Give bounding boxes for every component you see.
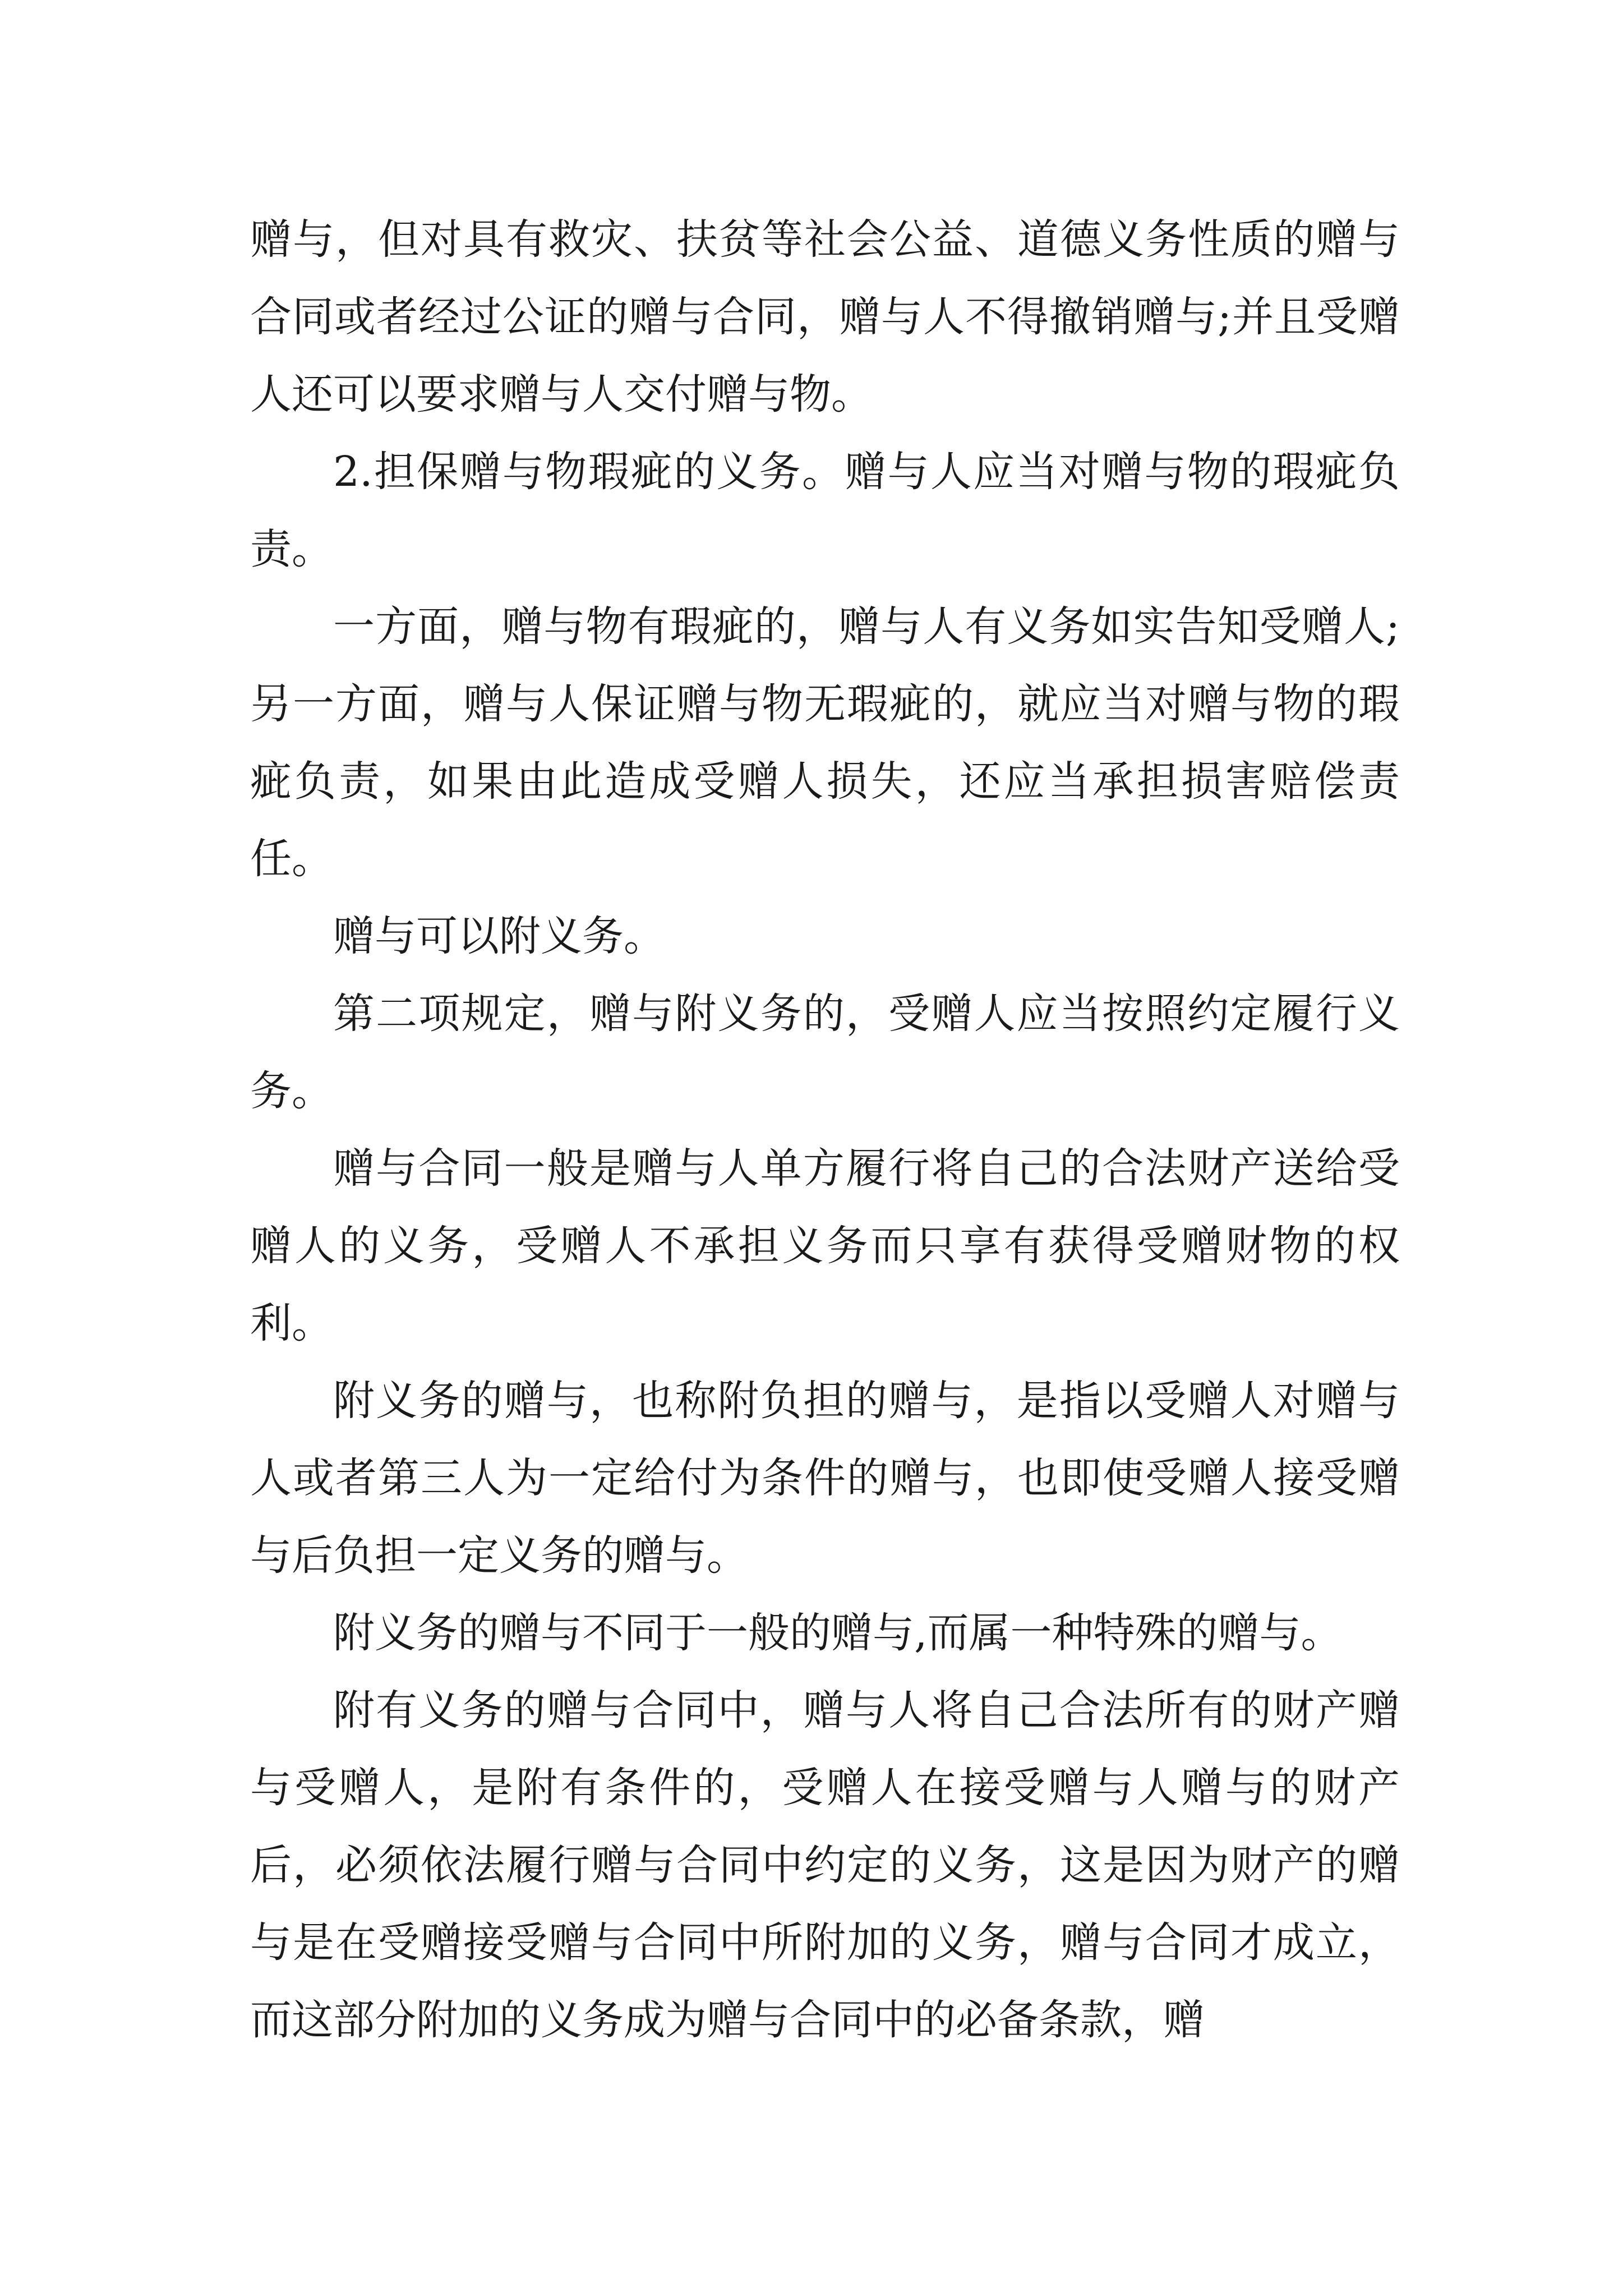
paragraph-6: 赠与合同一般是赠与人单方履行将自己的合法财产送给受赠人的义务，受赠人不承担义务而只享有获得受赠财物的权利。 bbox=[250, 1144, 1400, 1347]
paragraph-4: 赠与可以附义务。 bbox=[333, 912, 665, 960]
paragraph-2: 2.担保赠与物瑕疵的义务。赠与人应当对赠与物的瑕疵负责。 bbox=[250, 448, 1400, 573]
paragraph-3: 一方面，赠与物有瑕疵的，赠与人有义务如实告知受赠人;另一方面，赠与人保证赠与物无瑕疵的，就应当对赠与物的瑕疵负责，如果由此造成受赠人损失，还应当承担损害赔偿责任。 bbox=[250, 602, 1400, 883]
paragraph-9: 附有义务的赠与合同中，赠与人将自己合法所有的财产赠与受赠人，是附有条件的，受赠人在接受赠与人赠与的财产后，必须依法履行赠与合同中约定的义务，这是因为财产的赠与是在受赠接受赠与合同中所附加的义务，赠与合同才成立，而这部分附加的义务成为赠与合同中的必备条款，赠 bbox=[250, 1686, 1400, 2044]
body-text bbox=[250, 201, 1400, 2059]
paragraph-1: 赠与，但对具有救灾、扶贫等社会公益、道德义务性质的赠与合同或者经过公证的赠与合同，赠与人不得撤销赠与;并且受赠人还可以要求赠与人交付赠与物。 bbox=[250, 215, 1400, 418]
paragraph-5: 第二项规定，赠与附义务的，受赠人应当按照约定履行义务。 bbox=[250, 990, 1400, 1115]
paragraph-7: 附义务的赠与，也称附负担的赠与，是指以受赠人对赠与人或者第三人为一定给付为条件的赠与，也即使受赠人接受赠与后负担一定义务的赠与。 bbox=[250, 1377, 1400, 1580]
paragraph-8: 附义务的赠与不同于一般的赠与,而属一种特殊的赠与。 bbox=[333, 1609, 1343, 1657]
